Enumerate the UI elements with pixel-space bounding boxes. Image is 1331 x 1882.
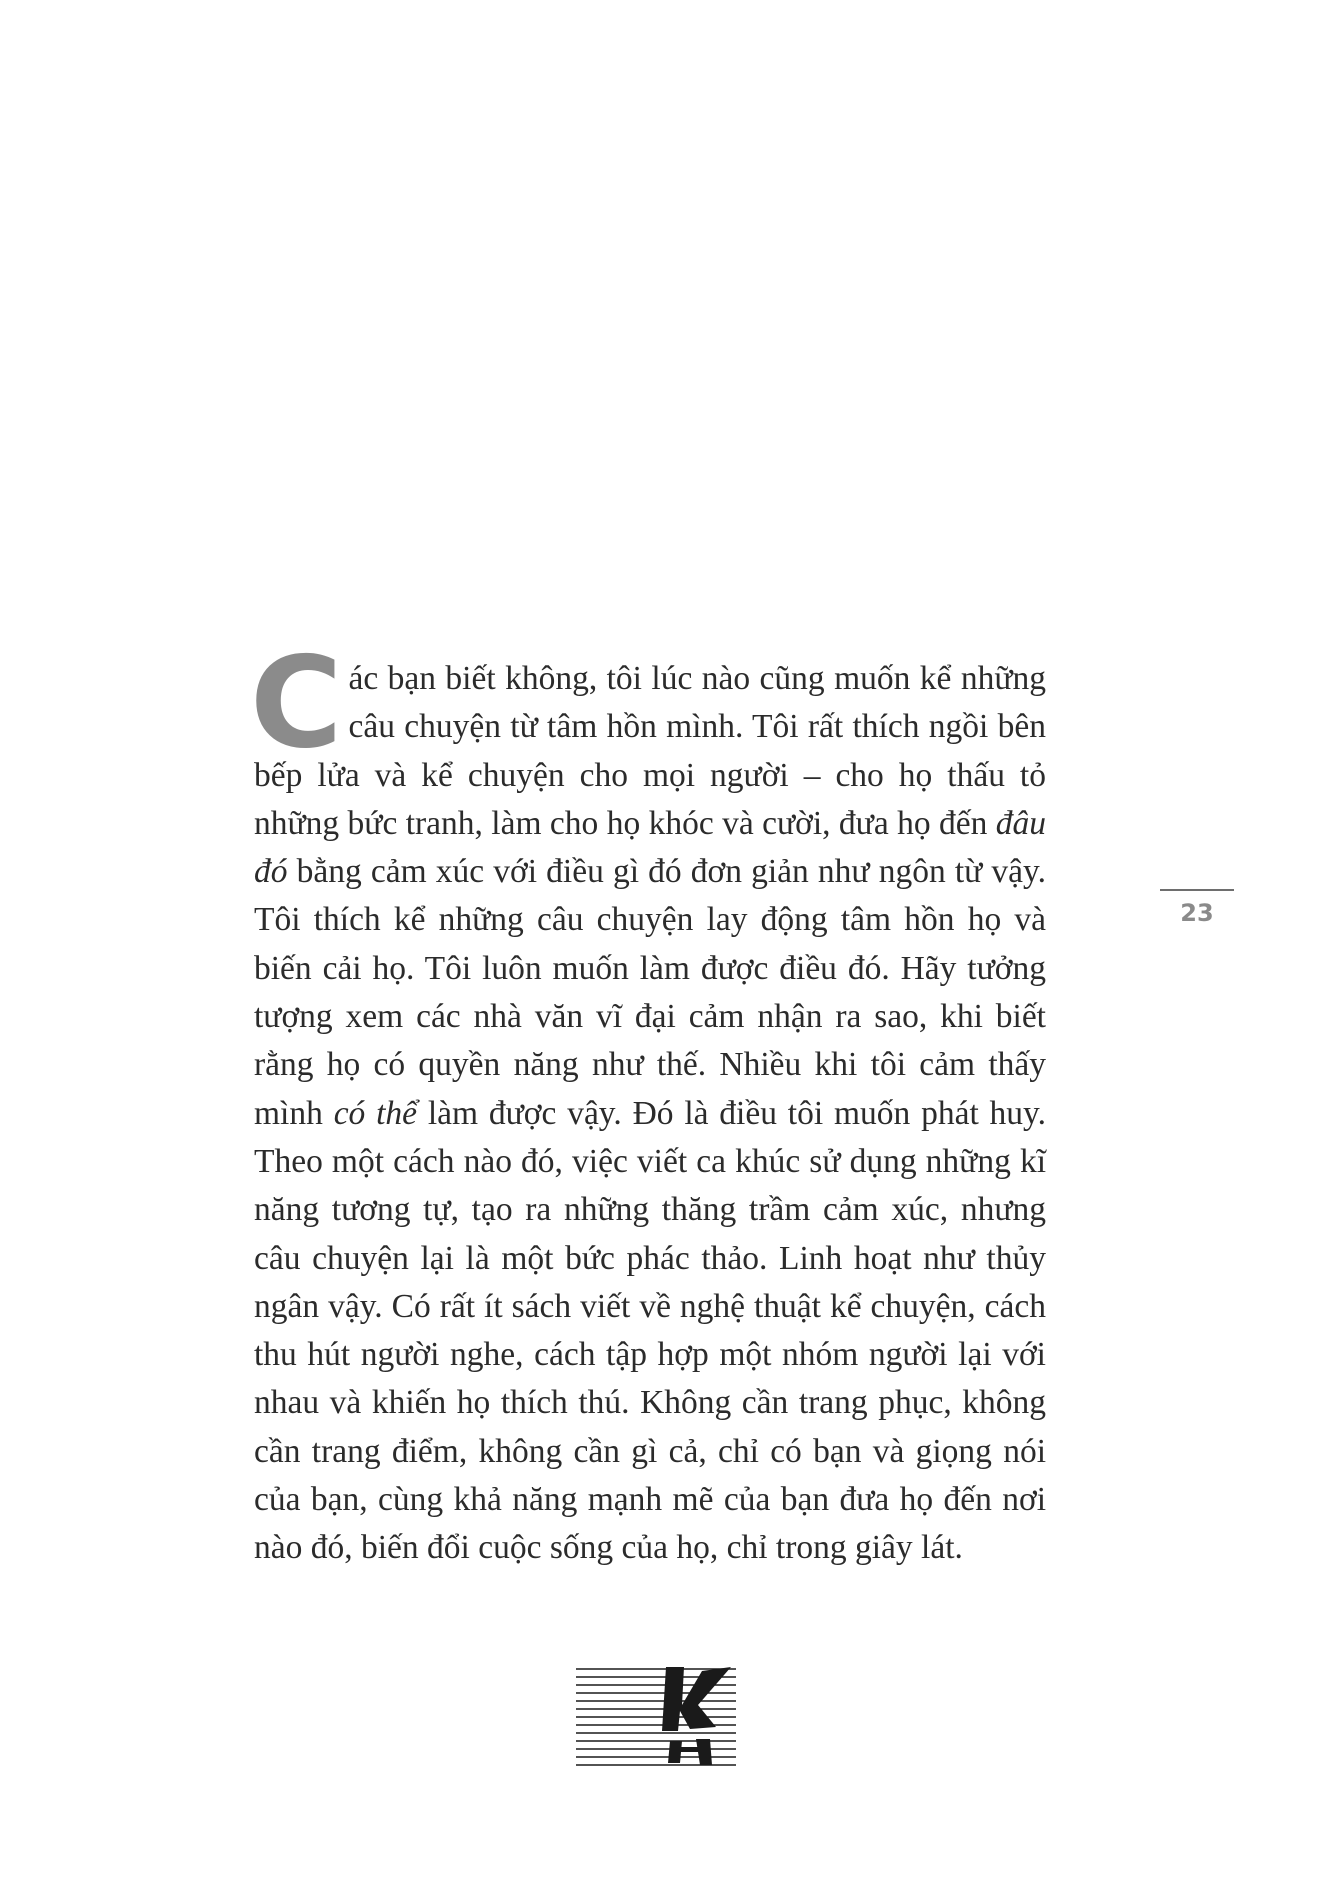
text-run-3: làm được vậy. Đó là điều tôi muốn phát huy. Theo một cách nào đó, việc viết ca khúc sử dụng những kĩ năng tương tự, tạo ra những thăng trầm cảm xúc, nhưng câu chuyện lại là một bức phác thảo. Linh hoạt như thủy ngân vậy. Có rất ít sách viết về nghệ thuật kể chuyện, cách thu hút người nghe, cách tập hợp một nhóm người lại với nhau và khiến họ thích thú. Không cần trang phục, không cần trang điểm, không cần gì cả, chỉ có bạn và giọng nói của bạn, cùng khả năng mạnh mẽ của bạn đưa họ đến nơi nào đó, biến đổi cuộc sống của họ, chỉ trong giây lát. (254, 1094, 1047, 1567)
italic-run-1: đâu đó (254, 804, 1046, 891)
body-paragraph (250, 629, 1047, 1573)
page-number: 23 (1180, 899, 1214, 927)
text-run-2: bằng cảm xúc với điều gì đó đơn giản như ngôn từ vậy. Tôi thích kể những câu chuyện lay động tâm hồn họ và biến cải họ. Tôi luôn muốn làm được điều đó. Hãy tưởng tượng xem các nhà văn vĩ đại cảm nhận ra sao, khi biết rằng họ có quyền năng như thế. Nhiều khi tôi cảm thấy mình (254, 853, 1046, 1132)
italic-run-2: có thể (333, 1094, 418, 1132)
drop-cap: C (250, 629, 343, 776)
page-number-rule (1160, 889, 1234, 891)
text-run-1: ác bạn biết không, tôi lúc nào cũng muốn kể những câu chuyện từ tâm hồn mình. Tôi rất thích ngồi bên bếp lửa và kể chuyện cho mọi người – cho họ thấu tỏ những bức tranh, làm cho họ khóc và cười, đưa họ đến (254, 660, 1046, 842)
k-staff-lines-logo-icon (576, 1665, 736, 1774)
